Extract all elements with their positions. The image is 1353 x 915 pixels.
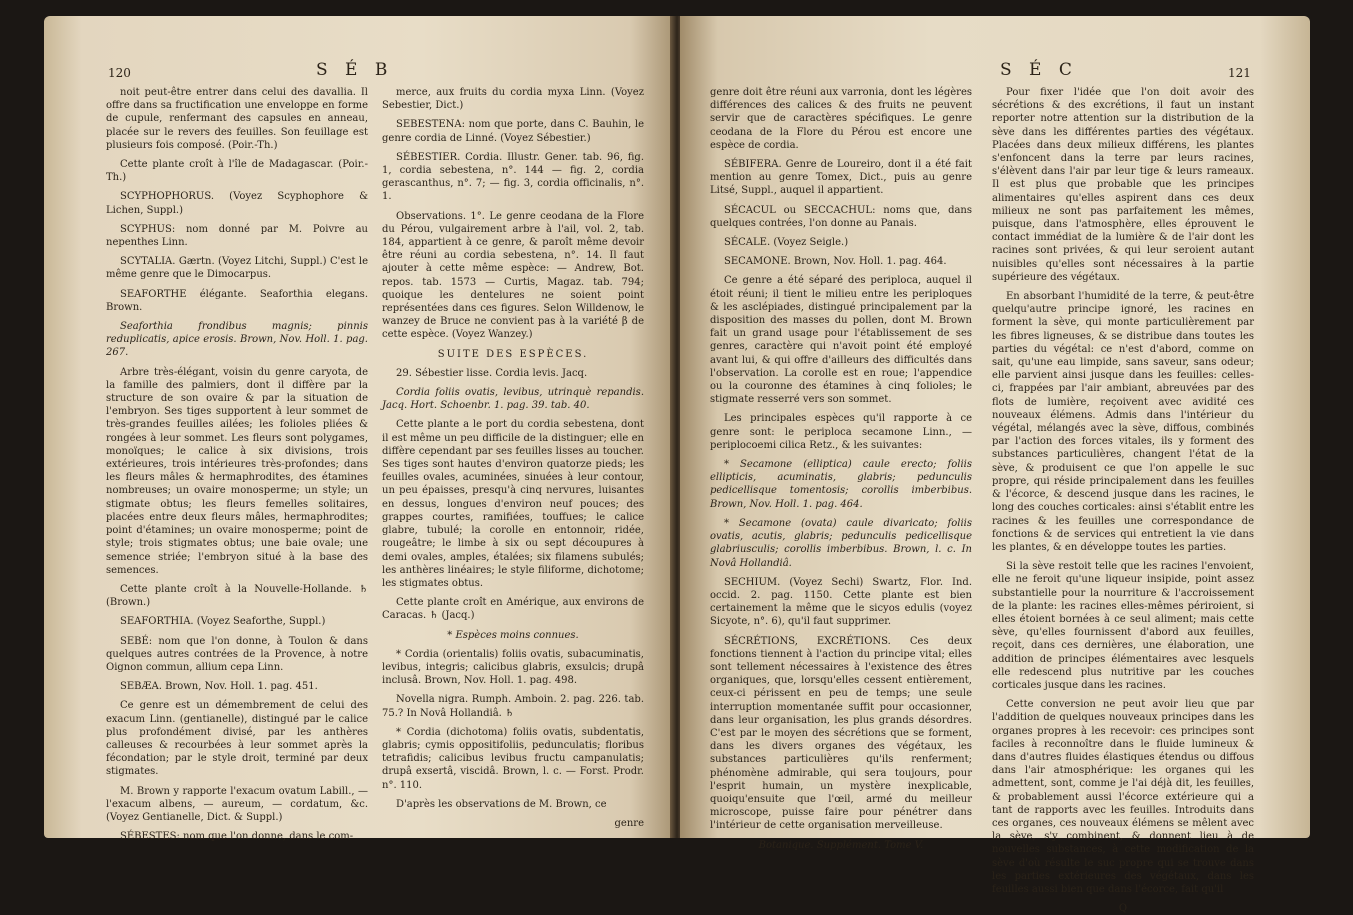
left-page-number: 120 — [108, 66, 131, 80]
paragraph: SÉCRÉTIONS, EXCRÉTIONS. Ces deux fonctions tiennent à l'action du principe vital; elles sont tellement nécessaires à l'existence des êtres organiques, que, lorsqu'elles cessent entièrement, ceux-ci périssent en peu de temps; une seule interruption momentanée suffit pour occasionner, dans leur organisation, les plus grands désordres. C'est par le moyen des sécrétions que se forment, dans les divers organes des végétaux, les substances particulières qu'ils renferment; phénomène admirable, qui sera toujours, pour l'esprit humain, un mystère inexplicable, quoiqu'ensuite que l'œil, armé du meilleur microscope, puisse faire pour pénétrer dans l'intérieur de cette organisation merveilleuse. — [710, 635, 972, 832]
paragraph: Seaforthia frondibus magnis; pinnis reduplicatis, apice erosis. Brown, Nov. Holl. 1. pag. 267. — [106, 321, 368, 359]
paragraph: SECAMONE. Brown, Nov. Holl. 1. pag. 464. — [724, 256, 947, 268]
paragraph: SEAFORTHE élégante. Seaforthia elegans. Brown. — [106, 288, 368, 313]
paragraph: * Secamone (elliptica) caule erecto; foliis ellipticis, acuminatis, glabris; pedunculis pedicellisque tomentosis; corollis imberbibus. Brown, Nov. Holl. 1. pag. 464. — [710, 459, 972, 510]
paragraph: Si la sève restoit telle que les racines l'envoient, elle ne feroit qu'une liqueur insipide, point assez substantielle pour la nourriture & l'accroissement de la plante: les racines elles-mêmes périroient, si elles étoient bornées à ce seul aliment; mais cette sève, qu'elles fournissent d'abord aux feuilles, reçoit, dans ces dernières, une élaboration, une addition de principes élémentaires avec lesquels elle redescend plus nutritive par les couches corticales jusque dans les racines. — [992, 561, 1254, 691]
paragraph: Cette conversion ne peut avoir lieu que par l'addition de quelques nouveaux principes dans les organes propres à les recevoir: ces principes sont faciles à reconnoître dans le fluide lumineux & dans d'autres fluides élastiques étendus ou diffous dans l'air atmosphérique: les organes qui les admettent, sont, comme je l'ai déjà dit, les feuilles, & probablement aussi l'écorce extérieure qui a tant de rapports avec les feuilles. Introduits dans ces organes, ces nouveaux élémens se mêlent avec la sève, s'y combinent, & donnent lieu à de nouvelles substances, à cette modification de la sève d'où résulte le suc propre qui se trouve dans les parties extérieures des végétaux, dans les feuilles aussi bien que dans l'écorce, fait qu'il — [992, 699, 1254, 895]
paragraph: Cette plante a le port du cordia sebestena, dont il est même un peu difficile de la distinguer; elle en diffère cependant par ses feuilles lisses au toucher. Ses tiges sont hautes d'environ quatorze pieds; les feuilles ovales, acuminées, sinuées à leur contour, un peu épaisses, presqu'à cinq nervures, luisantes en dessus, longues d'environ neuf pouces; des grappes courtes, ramifiées, touffues; le calice glabre, tubulé; la corolle en entonnoir, ridée, rougeâtre; le limbe à six ou sept découpures à demi ovales, amples, étalées; six filamens subulés; les anthères linéaires; le style filiforme, dichotome; les stigmates obtus. — [382, 419, 644, 589]
left-column-1 — [106, 86, 368, 843]
paragraph: 29. Sébestier lisse. Cordia levis. Jacq. — [396, 367, 588, 379]
right-column-2 — [992, 86, 1254, 915]
paragraph: Ce genre a été séparé des periploca, auquel il étoit réuni; il tient le milieu entre les periploques & les asclépiades, distingué principalement par la disposition des masses du pollen, dont M. Brown fait un grand usage pour l'établissement de ses genres, caractère qui n'avoit point été employé avant lui, & qui offre d'ailleurs des difficultés dans l'observation. La corolle est en roue; l'appendice ou la couronne des étamines à cinq folioles; le stigmate resserré vers son sommet. — [710, 275, 972, 406]
catchword: genre — [614, 817, 644, 829]
paragraph: Arbre très-élégant, voisin du genre caryota, de la famille des palmiers, dont il diffère par la structure de son ovaire & par la situation de l'embryon. Ses tiges supportent à leur sommet de très-grandes feuilles ailées; les folioles pliées & rongées à leur sommet. Les fleurs sont polygames, monoïques; le calice à six divisions, trois extérieures, trois intérieures très-profondes; dans les fleurs mâles & hermaphrodites, des étamines nombreuses; un ovaire monosperme; un style; un stigmate obtus; les fleurs femelles solitaires, placées entre deux fleurs mâles, hermaphrodites; point d'étamines; un ovaire monosperme; point de style; trois stigmates obtus; une baie ovale; une semence striée; l'embryon situé à la base des semences. — [106, 366, 368, 576]
paragraph: SEBESTENA: nom que porte, dans C. Bauhin, le genre cordia de Linné. (Voyez Sébestier.) — [382, 119, 644, 144]
paragraph: SCYPHOPHORUS. (Voyez Scyphophore & Lichen, Suppl.) — [106, 191, 368, 216]
paragraph: SECHIUM. (Voyez Sechi) Swartz, Flor. Ind. occid. 2. pag. 1150. Cette plante est bien certainement la même que le sicyos edulis (voyez Sicyote, n°. 6), qu'il faut supprimer. — [710, 576, 972, 628]
paragraph: Cette plante croît à la Nouvelle-Hollande. ♄ (Brown.) — [106, 583, 368, 609]
paragraph: noit peut-être entrer dans celui des davallia. Il offre dans sa fructification une enveloppe en forme de cupule, renfermant des capsules en anneau, placée sur le revers des feuilles. Son feuillage est plusieurs fois composé. (Poir.-Th.) — [106, 87, 368, 151]
paragraph: SCYPHUS: nom donné par M. Poivre au nepenthes Linn. — [106, 223, 368, 249]
right-running-head: S É C — [1000, 60, 1078, 80]
paragraph: * Secamone (ovata) caule divaricato; foliis ovatis, acutis, glabris; pedunculis pedicellisque glabriusculis; corollis imberbibus. Brown, l. c. In Novâ Hollandiâ. — [710, 517, 972, 569]
section-heading: SUITE DES ESPÈCES. — [437, 348, 589, 360]
paragraph: Cordia foliis ovatis, levibus, utrinquè repandis. Jacq. Hort. Schoenbr. 1. pag. 39. tab. 40. — [382, 387, 644, 412]
signature-line: Botanique. Supplément. Tome V. — [758, 839, 924, 851]
paragraph: Cette plante croît à l'île de Madagascar. (Poir.-Th.) — [106, 159, 368, 184]
paragraph: merce, aux fruits du cordia myxa Linn. (Voyez Sebestier, Dict.) — [382, 87, 644, 112]
paragraph: SÉCACUL ou SECCACHUL: noms que, dans quelques contrées, l'on donne au Panais. — [710, 204, 972, 229]
paragraph: SÉCALE. (Voyez Seigle.) — [724, 237, 849, 249]
paragraph: * Cordia (dichotoma) foliis ovatis, subdentatis, glabris; cymis oppositifoliis, pedunculatis; floribus tetrafidis; calicibus levibus fructu campanulatis; drupâ exsertâ, viscidâ. Brown, l. c. — Forst. Prodr. n°. 110. — [382, 726, 644, 791]
book-spread — [44, 16, 1310, 915]
paragraph: Ce genre est un démembrement de celui des exacum Linn. (gentianelle), distingué par le calice plus profondément divisé, par les anthères calleuses & recourbées à leur sommet après la fécondation; par le style droit, terminé par deux stigmates. — [106, 700, 368, 778]
paragraph: Pour fixer l'idée que l'on doit avoir des sécrétions & des excrétions, il faut un instant reporter notre attention sur la distribution de la sève dans les différentes parties des végétaux. Placées dans deux milieux différens, les plantes s'enfoncent dans la terre par leurs racines, s'élèvent dans l'air par leur tige & leurs rameaux. Il est plus que probable que les principes alimentaires qu'elles aspirent dans ces deux milieux ne sont pas parfaitement les mêmes, puisque, dans l'atmosphère, elles éprouvent le contact immédiat de la lumière & de l'air dont les racines sont privées, & qui leur seroient autant nuisibles qu'elles sont nécessaires à la partie supérieure des végétaux. — [992, 87, 1254, 283]
section-heading: * Espèces moins connues. — [447, 629, 579, 641]
left-column-2 — [382, 86, 644, 829]
paragraph: SÉBESTES: nom que l'on donne, dans le com- — [120, 831, 354, 843]
paragraph: genre doit être réuni aux varronia, dont les légères différences des calices & des fruits ne peuvent servir que de caractères spécifiques. Le genre ceodana de la Flore du Pérou est encore une espèce de cordia. — [710, 87, 972, 151]
paragraph: SEBÉ: nom que l'on donne, à Toulon & dans quelques autres contrées de la Provence, à notre Oignon commun, allium cepa Linn. — [106, 635, 368, 673]
paragraph: Cette plante croît en Amérique, aux environs de Caracas. ♄ (Jacq.) — [382, 597, 644, 622]
right-page-number: 121 — [1228, 66, 1251, 80]
paragraph: SCYTALIA. Gærtn. (Voyez Litchi, Suppl.) C'est le même genre que le Dimocarpus. — [106, 256, 368, 281]
right-page — [680, 16, 1310, 915]
paragraph: D'après les observations de M. Brown, ce — [396, 798, 607, 810]
left-page — [44, 16, 674, 843]
paragraph: SEAFORTHIA. (Voyez Seaforthe, Suppl.) — [120, 616, 326, 628]
right-column-1 — [710, 86, 972, 851]
paragraph: Novella nigra. Rumph. Amboin. 2. pag. 226. tab. 75.? In Novâ Hollandiâ. ♄ — [382, 694, 644, 719]
paragraph: SEBÆA. Brown, Nov. Holl. 1. pag. 451. — [120, 681, 318, 693]
paragraph: Les principales espèces qu'il rapporte à ce genre sont: le periploca secamone Linn., — periplocoemi cilica Retz., & les suivantes: — [710, 413, 972, 451]
paragraph: Observations. 1°. Le genre ceodana de la Flore du Pérou, vulgairement arbre à l'ail, vol. 2, tab. 184, appartient à ce genre, & paroît même devoir être réuni au cordia sebestena, n°. 14. Il faut ajouter à cette même espèce: — Andrew, Bot. repos. tab. 1573 — Curtis, Magaz. tab. 794; quoique les dentelures ne soient point représentées dans ces figures. Selon Willdenow, le wanzey de Bruce ne convient pas à la variété β de cette espèce. (Voyez Wanzey.) — [382, 210, 644, 341]
paragraph: SÉBIFERA. Genre de Loureiro, dont il a été fait mention au genre Tomex, Dict., puis au genre Litsé, Suppl., auquel il appartient. — [710, 159, 972, 197]
left-running-head: S É B — [316, 60, 394, 80]
paragraph: En absorbant l'humidité de la terre, & peut-être quelqu'autre principe ignoré, les racines en forment la sève, qui monte particulièrement par les fibres ligneuses, & se distribue dans toutes les parties du végétal: ce n'est d'abord, comme on sait, qu'une eau limpide, sans saveur, sans odeur; elle parvient ainsi jusque dans les feuilles: celles-ci, frappées par l'air ambiant, abreuvées par des flots de lumière, reçoivent avec avidité ces nouveaux élémens. Admis dans l'intérieur du végétal, mélangés avec la sève, diffous, combinés par l'action des forces vitales, ils y forment des substances particulières, changent l'état de la sève, & produisent ce que l'on appelle le suc propre, qui réside principalement dans les feuilles & l'écorce, & descend jusque dans les racines, le long des couches corticales: ainsi s'établit entre les racines & les feuilles une correspondance de fonctions & de services qui entretient la vie dans les plantes, & en développe toutes les parties. — [992, 291, 1254, 553]
paragraph: SÉBESTIER. Cordia. Illustr. Gener. tab. 96, fig. 1, cordia sebestena, n°. 144 — fig. 2, cordia gerascanthus, n°. 7; — fig. 3, cordia officinalis, n°. 1. — [382, 151, 644, 203]
paragraph: M. Brown y rapporte l'exacum ovatum Labill., — l'exacum albens, — aureum, — cordatum, &c. (Voyez Gentianelle, Dict. & Suppl.) — [106, 785, 368, 823]
paragraph: * Cordia (orientalis) foliis ovatis, subacuminatis, levibus, integris; calicibus glabris, exsulcis; drupâ inclusâ. Brown, Nov. Holl. 1. pag. 498. — [382, 648, 644, 687]
signature-mark: Q — [1118, 903, 1128, 915]
